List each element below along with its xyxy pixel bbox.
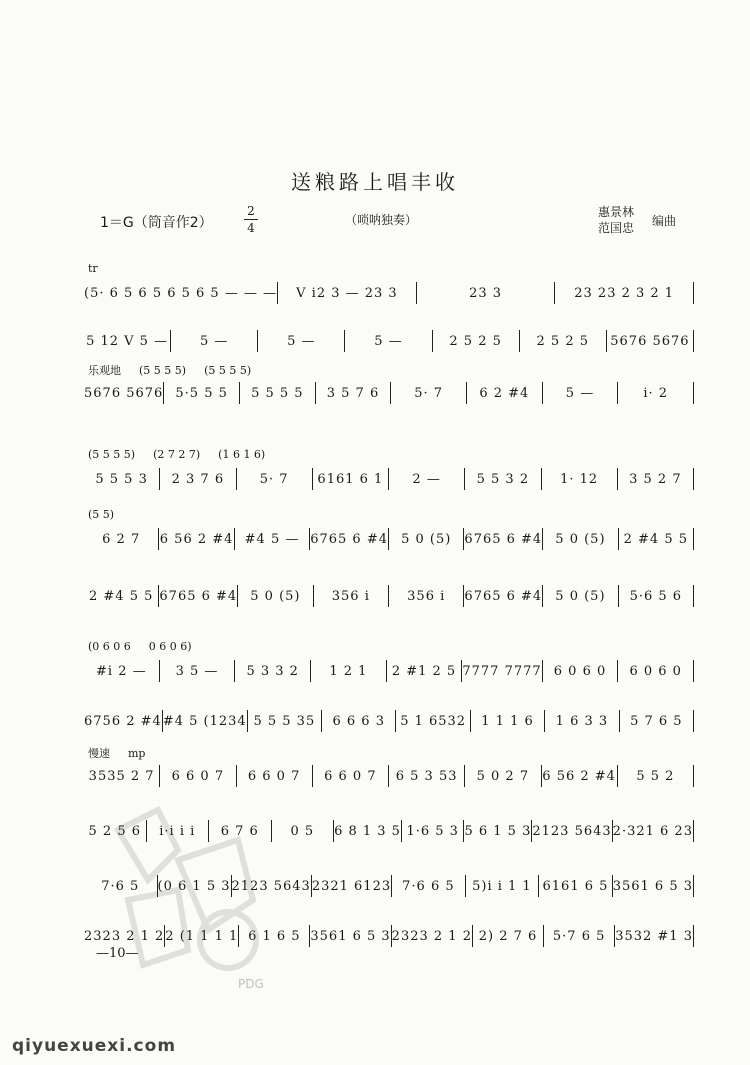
- score-system: [84, 362, 694, 408]
- measure: 5 —: [374, 333, 403, 349]
- bar-line: [693, 660, 694, 682]
- measure: 5 —: [200, 333, 229, 349]
- measure: 6 5 3 53: [395, 768, 458, 784]
- system-annotations: [88, 362, 269, 378]
- measure: 7777 7777: [462, 663, 542, 679]
- measure: 5)i i 1 1: [472, 878, 532, 894]
- measure: 5 12 V 5 —: [86, 333, 169, 349]
- measure: 6 0 6 0: [629, 663, 682, 679]
- measure: (0 6 1 5 3: [157, 878, 231, 894]
- measure: 5676 5676: [84, 385, 164, 401]
- measure: 6756 2 #4: [84, 713, 162, 729]
- measure: 2323 2 1 2: [84, 928, 165, 944]
- measure: 5 0 (5): [555, 588, 606, 604]
- measure: 2 #4 5 5: [89, 588, 154, 604]
- system-annotations: [88, 745, 163, 761]
- annotation: tr: [88, 262, 98, 275]
- notes-row: [84, 710, 694, 732]
- measure: 2 (1 1 1 1: [165, 928, 239, 944]
- system-annotations: [88, 262, 116, 278]
- measure: 6 6 0 7: [247, 768, 301, 784]
- score-system: [84, 690, 694, 736]
- notes-row: [84, 585, 694, 607]
- song-title: 送粮路上唱丰收: [291, 170, 459, 194]
- time-denominator: 4: [247, 221, 255, 235]
- notes-row: [84, 468, 694, 490]
- score-system: [84, 448, 694, 494]
- measure: 5676 5676: [610, 333, 690, 349]
- score-system: [84, 745, 694, 791]
- measure: 5 0 2 7: [476, 768, 530, 784]
- system-annotations: [88, 640, 210, 656]
- measure: 2·321 6 23: [612, 823, 693, 839]
- arrangers: [598, 204, 634, 236]
- measure: 3561 6 5 3: [310, 928, 391, 944]
- measure: 5·6 5 6: [629, 588, 683, 604]
- measure: 3532 #1 3: [615, 928, 693, 944]
- bar-line: [693, 382, 694, 404]
- time-numerator: 2: [247, 204, 255, 218]
- score-system: [84, 262, 694, 308]
- notes-row: [84, 282, 694, 304]
- measure: 2 #1 2 5: [391, 663, 457, 679]
- measure: 356 i: [407, 588, 446, 604]
- annotation: (1 6 1 6): [218, 448, 266, 461]
- bar-line: [693, 330, 694, 352]
- measure: 6 7 6: [220, 823, 259, 839]
- measure: 2123 5643: [231, 878, 311, 894]
- annotation: mp: [128, 747, 146, 760]
- bar-line: [693, 820, 694, 842]
- measure: 5 6 1 5 3: [464, 823, 532, 839]
- measure: 7·6 5: [101, 878, 140, 894]
- notes-row: [84, 765, 694, 787]
- measure: 5 0 (5): [250, 588, 301, 604]
- watermark-stamp-icon: [88, 790, 278, 990]
- arranger-1: 惠景林: [598, 205, 635, 219]
- measure: 6 0 6 0: [553, 663, 607, 679]
- annotation: 乐观地: [88, 364, 121, 377]
- score-system: [84, 640, 694, 686]
- measure: 2 5 2 5: [449, 333, 502, 349]
- notes-row: [84, 330, 694, 352]
- measure: 6 56 2 #4: [159, 531, 234, 547]
- footer-url[interactable]: qiyuexuexi.com: [12, 1036, 177, 1056]
- notes-row: [84, 382, 694, 404]
- annotation: (5 5 5 5): [139, 364, 187, 377]
- measure: 5·7 6 5: [552, 928, 606, 944]
- notes-row: [84, 528, 694, 550]
- watermark-text: PDG: [238, 977, 264, 991]
- page-number: —10—: [96, 946, 139, 961]
- measure: 6765 6 #4: [310, 531, 389, 547]
- measure: 3561 6 5 3: [612, 878, 694, 894]
- arranger-role: 编曲: [652, 214, 677, 228]
- bar-line: [693, 585, 694, 607]
- measure: 1 2 1: [329, 663, 368, 679]
- bar-line: [693, 875, 694, 897]
- measure: 3 5 2 7: [629, 471, 682, 487]
- measure: 1· 12: [560, 471, 599, 487]
- measure: 5· 7: [259, 471, 289, 487]
- annotation: 0 6 0 6): [148, 640, 192, 653]
- key-signature: 1＝G（筒音作2）: [100, 215, 213, 231]
- time-signature: [244, 204, 258, 235]
- measure: 3 5 —: [175, 663, 219, 679]
- measure: i·i i i: [159, 823, 196, 839]
- measure: 5 —: [565, 385, 595, 401]
- bar-line: [693, 710, 694, 732]
- measure: 2 5 2 5: [536, 333, 590, 349]
- measure: 2 #4 5 5: [623, 531, 689, 547]
- bar-line: [693, 925, 694, 947]
- measure: 1 6 3 3: [555, 713, 609, 729]
- measure: 5 5 5 35: [253, 713, 316, 729]
- measure: 7·6 6 5: [402, 878, 455, 894]
- measure: 5 1 6532: [400, 713, 467, 729]
- measure: 2 —: [412, 471, 441, 487]
- measure: #i 2 —: [96, 663, 147, 679]
- measure: 6 6 0 7: [324, 768, 377, 784]
- measure: #4 5 —: [244, 531, 300, 547]
- measure: 2321 6123: [311, 878, 392, 894]
- site-footer: [0, 1030, 750, 1065]
- annotation: (2 7 2 7): [153, 448, 201, 461]
- measure: 5 5 5 5: [251, 385, 304, 401]
- measure: 0 5: [290, 823, 315, 839]
- measure: 23 23 2 3 2 1: [574, 285, 675, 301]
- score-system: [84, 565, 694, 611]
- measure: 5·5 5 5: [175, 385, 228, 401]
- bar-line: [693, 282, 694, 304]
- score-system: [84, 508, 694, 554]
- annotation: (5 5): [88, 508, 115, 521]
- measure: V i2 3 — 23 3: [296, 285, 398, 301]
- measure: 356 i: [331, 588, 370, 604]
- measure: 5 2 5 6: [88, 823, 141, 839]
- measure: 5 5 3 2: [476, 471, 530, 487]
- measure: 5 5 5 3: [95, 471, 148, 487]
- measure: 5 5 2: [636, 768, 675, 784]
- measure: 5 0 (5): [401, 531, 452, 547]
- bar-line: [693, 468, 694, 490]
- measure: 3 5 7 6: [326, 385, 380, 401]
- system-annotations: [88, 508, 132, 524]
- subtitle: （唢呐独奏）: [345, 213, 418, 227]
- measure: 2123 5643: [532, 823, 612, 839]
- annotation: (5 5 5 5): [88, 448, 136, 461]
- bar-line: [693, 528, 694, 550]
- measure: (5· 6 5 6 5 6 5 6 5 — — —: [84, 285, 278, 301]
- annotation: (0 6 0 6: [88, 640, 131, 653]
- measure: 23 3: [469, 285, 503, 301]
- measure: 3535 2 7: [88, 768, 155, 784]
- measure: 5 0 (5): [555, 531, 606, 547]
- measure: 6161 6 5: [542, 878, 609, 894]
- notes-row: [84, 660, 694, 682]
- measure: 6 6 6 3: [332, 713, 385, 729]
- score-system: [84, 310, 694, 356]
- measure: 1 1 1 6: [481, 713, 534, 729]
- measure: 5 —: [287, 333, 316, 349]
- measure: 6 2 7: [102, 531, 141, 547]
- measure: 6 1 6 5: [248, 928, 301, 944]
- annotation: 慢速: [88, 747, 110, 760]
- measure: 1·6 5 3: [406, 823, 459, 839]
- measure: 6 8 1 3 5: [334, 823, 401, 839]
- bar-line: [693, 765, 694, 787]
- measure: 6765 6 #4: [159, 588, 238, 604]
- measure: 6 6 0 7: [171, 768, 225, 784]
- arranger-2: 范国忠: [598, 221, 635, 235]
- measure: 5 7 6 5: [630, 713, 683, 729]
- measure: 6765 6 #4: [464, 588, 543, 604]
- measure: 6 56 2 #4: [542, 768, 616, 784]
- measure: 5· 7: [414, 385, 444, 401]
- measure: 6765 6 #4: [464, 531, 543, 547]
- measure: 2323 2 1 2: [391, 928, 472, 944]
- measure: #4 5 (1234: [162, 713, 247, 729]
- measure: 2 3 7 6: [171, 471, 225, 487]
- measure: 2) 2 7 6: [478, 928, 538, 944]
- measure: 5 3 3 2: [246, 663, 299, 679]
- measure: i· 2: [643, 385, 669, 401]
- measure: 6 2 #4: [479, 385, 530, 401]
- system-annotations: [88, 448, 283, 464]
- measure: 6161 6 1: [317, 471, 384, 487]
- annotation: (5 5 5 5): [204, 364, 252, 377]
